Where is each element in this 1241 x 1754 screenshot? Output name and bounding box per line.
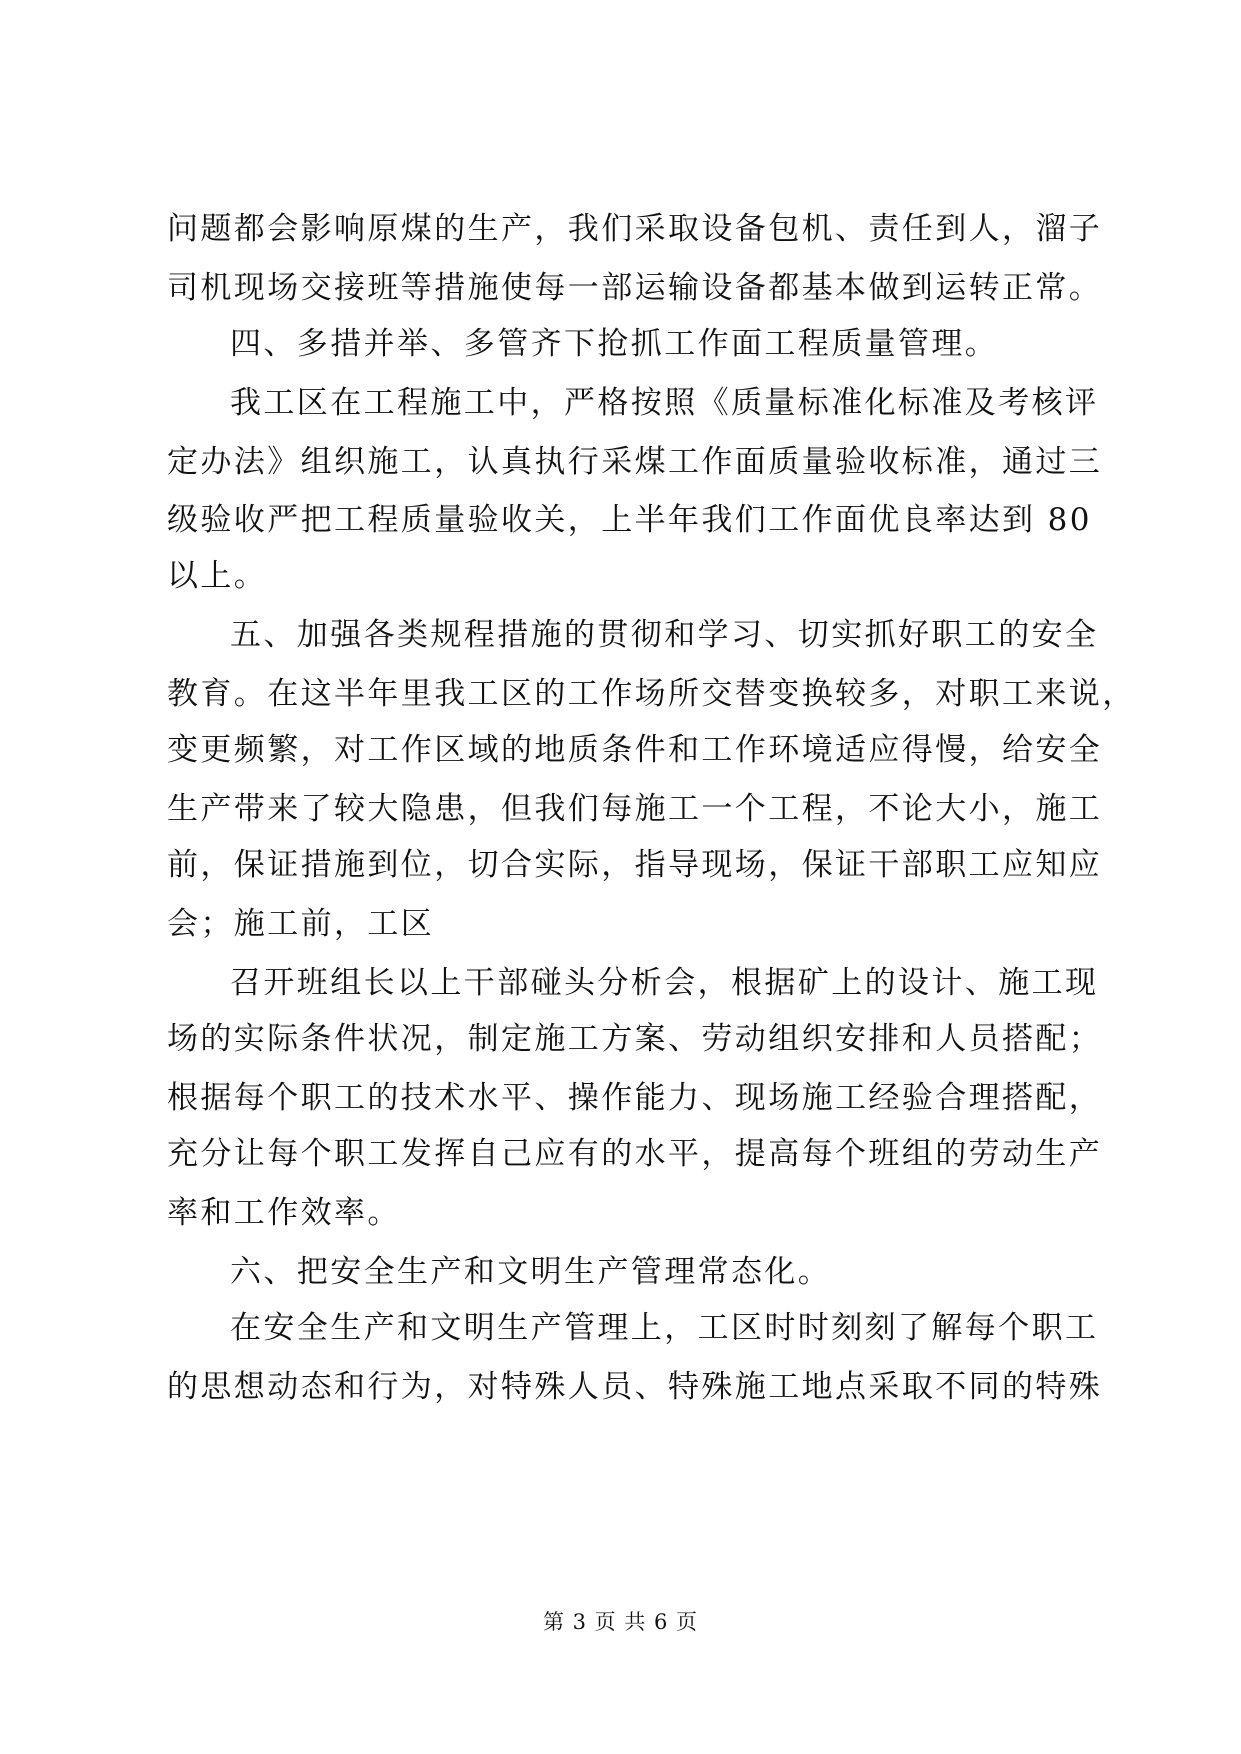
text-line-11: 生产带来了较大隐患，但我们每施工一个工程，不论大小，施工	[167, 791, 1103, 827]
text-line-14: 召开班组长以上干部碰头分析会，根据矿上的设计、施工现	[230, 965, 1099, 1001]
text-line-21: 的思想动态和行为，对特殊人员、特殊施工地点采取不同的特殊	[167, 1369, 1103, 1405]
page-number-footer: 第 3 页 共 6 页	[542, 1610, 699, 1634]
text-line-6: 级验收严把工程质量验收关，上半年我们工作面优良率达到 80	[167, 502, 1092, 538]
text-line-5: 定办法》组织施工，认真执行采煤工作面质量验收标准，通过三	[167, 444, 1103, 480]
text-line-16: 根据每个职工的技术水平、操作能力、现场施工经验合理搭配，	[167, 1080, 1103, 1116]
section-heading-4: 四、多措并举、多管齐下抢抓工作面工程质量管理。	[230, 326, 999, 362]
text-line-18: 率和工作效率。	[167, 1195, 401, 1231]
text-line-9: 教育。在这半年里我工区的工作场所交替变换较多，对职工来说，	[167, 676, 1136, 712]
text-line-7: 以上。	[167, 558, 268, 594]
text-line-12: 前，保证措施到位，切合实际，指导现场，保证干部职工应知应	[167, 847, 1103, 883]
text-line-17: 充分让每个职工发挥自己应有的水平，提高每个班组的劳动生产	[167, 1136, 1103, 1172]
text-line-20: 在安全生产和文明生产管理上，工区时时刻刻了解每个职工	[230, 1310, 1099, 1346]
text-line-4: 我工区在工程施工中，严格按照《质量标准化标准及考核评	[230, 385, 1099, 421]
text-line-1: 问题都会影响原煤的生产，我们采取设备包机、责任到人，溜子	[167, 211, 1103, 247]
section-heading-6: 六、把安全生产和文明生产管理常态化。	[230, 1254, 832, 1290]
section-heading-5: 五、加强各类规程措施的贯彻和学习、切实抓好职工的安全	[230, 617, 1099, 653]
text-line-2: 司机现场交接班等措施使每一部运输设备都基本做到运转正常。	[167, 270, 1103, 306]
text-line-15: 场的实际条件状况，制定施工方案、劳动组织安排和人员搭配；	[167, 1021, 1103, 1057]
text-line-10: 变更频繁，对工作区域的地质条件和工作环境适应得慢，给安全	[167, 732, 1103, 768]
text-line-13: 会；施工前，工区	[167, 906, 435, 942]
